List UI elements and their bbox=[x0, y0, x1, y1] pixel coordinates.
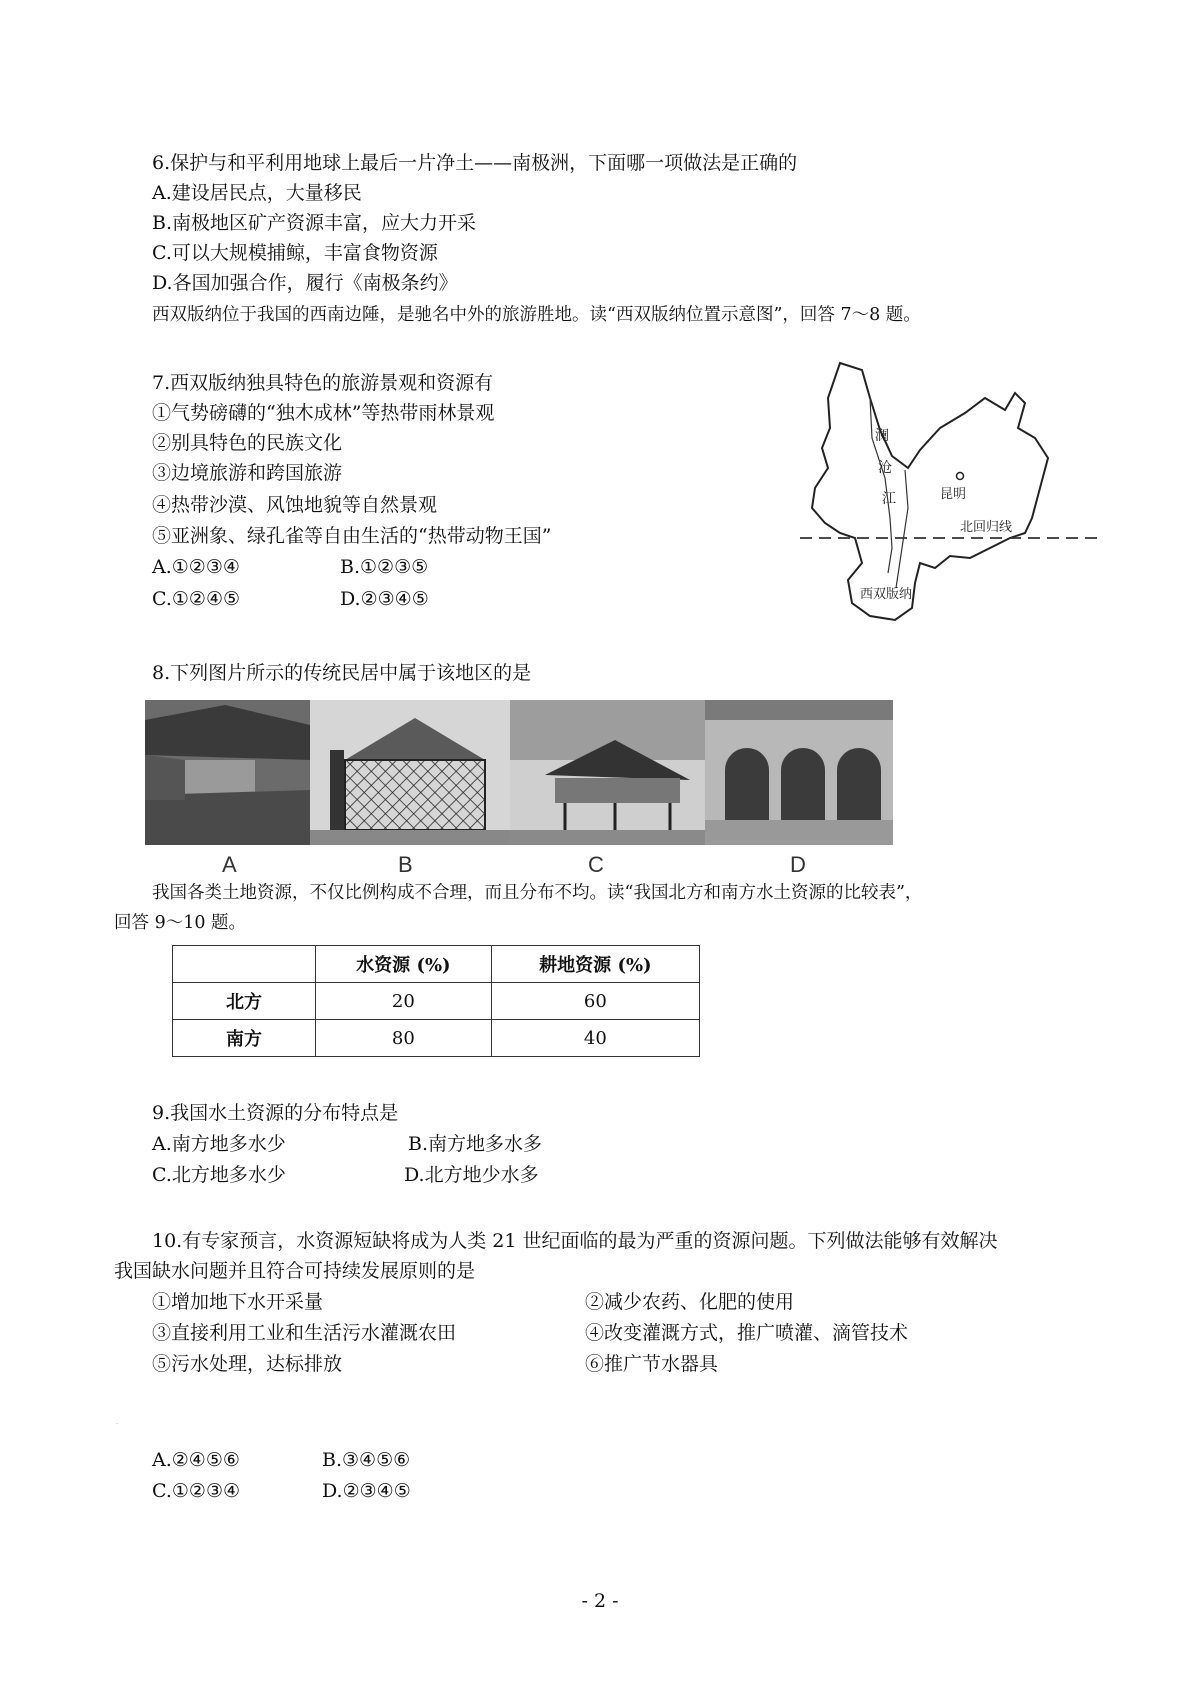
q9-option-c: C.北方地多水少 bbox=[152, 1164, 286, 1186]
q10-stem-line2: 我国缺水问题并且符合可持续发展原则的是 bbox=[114, 1260, 476, 1282]
q9-option-d: D.北方地少水多 bbox=[404, 1164, 539, 1186]
photo-label-b: B bbox=[398, 852, 413, 877]
table-cell: 20 bbox=[316, 983, 492, 1020]
table-cell: 南方 bbox=[173, 1020, 316, 1057]
q6-option-c: C.可以大规模捕鲸，丰富食物资源 bbox=[152, 242, 438, 264]
table-cell: 40 bbox=[491, 1020, 699, 1057]
q6-option-b: B.南极地区矿产资源丰富，应大力开采 bbox=[152, 212, 477, 234]
table-row bbox=[173, 1020, 700, 1057]
q7-item-1: ①气势磅礴的“独木成林”等热带雨林景观 bbox=[152, 402, 495, 424]
q7-stem: 7.西双版纳独具特色的旅游景观和资源有 bbox=[152, 372, 494, 394]
map-label-lan: 澜 bbox=[875, 428, 889, 444]
table-cell: 北方 bbox=[173, 983, 316, 1020]
q7-option-a: A.①②③④ bbox=[152, 556, 240, 578]
table-header-cell: 耕地资源 (%) bbox=[491, 946, 699, 983]
q10-stem-line1: 10.有专家预言，水资源短缺将成为人类 21 世纪面临的最为严重的资源问题。下列做法能够有效解决 bbox=[152, 1230, 998, 1252]
intro-7-8: 西双版纳位于我国的西南边陲，是驰名中外的旅游胜地。读“西双版纳位置示意图”，回答 7～8 题。 bbox=[152, 305, 921, 325]
q10-item-3: ③直接利用工业和生活污水灌溉农田 bbox=[152, 1322, 457, 1344]
map-label-kunming: 昆明 bbox=[940, 487, 967, 502]
photo-b-yurt bbox=[310, 700, 510, 845]
photo-c-stilt-house bbox=[510, 700, 705, 845]
q10-option-b: B.③④⑤⑥ bbox=[322, 1449, 411, 1471]
table-header-cell bbox=[173, 946, 316, 983]
photo-label-a: A bbox=[222, 852, 237, 877]
map-label-jiang: 江 bbox=[882, 491, 896, 507]
q7-item-2: ②别具特色的民族文化 bbox=[152, 432, 343, 454]
map-label-xishuangbanna: 西双版纳 bbox=[860, 587, 913, 602]
kunming-marker bbox=[957, 473, 964, 480]
table-header-cell: 水资源 (%) bbox=[316, 946, 492, 983]
q7-item-3: ③边境旅游和跨国旅游 bbox=[152, 462, 343, 484]
q6-stem: 6.保护与和平利用地球上最后一片净土——南极洲，下面哪一项做法是正确的 bbox=[152, 152, 798, 174]
table-row bbox=[173, 983, 700, 1020]
q7-item-5: ⑤亚洲象、绿孔雀等自由生活的“热带动物王国” bbox=[152, 525, 552, 547]
xishuangbanna-location-map bbox=[800, 358, 1100, 628]
dwelling-photos bbox=[145, 700, 893, 845]
q10-option-c: C.①②③④ bbox=[152, 1480, 241, 1502]
q10-item-2: ②减少农药、化肥的使用 bbox=[585, 1291, 795, 1313]
q6-option-d: D.各国加强合作，履行《南极条约》 bbox=[152, 272, 458, 294]
q10-item-4: ④改变灌溉方式，推广喷灌、滴管技术 bbox=[585, 1322, 909, 1344]
q10-option-a: A.②④⑤⑥ bbox=[152, 1449, 240, 1471]
intro-9-10-line2: 回答 9～10 题。 bbox=[114, 913, 247, 933]
q7-option-b: B.①②③⑤ bbox=[340, 556, 429, 578]
q7-item-4: ④热带沙漠、风蚀地貌等自然景观 bbox=[152, 494, 438, 516]
q7-option-d: D.②③④⑤ bbox=[340, 588, 429, 610]
photo-label-d: D bbox=[790, 852, 806, 877]
yunnan-outline bbox=[812, 363, 1048, 620]
river-line-2 bbox=[896, 470, 908, 588]
q8-stem: 8.下列图片所示的传统民居中属于该地区的是 bbox=[152, 662, 532, 684]
map-label-cang: 沧 bbox=[878, 460, 892, 476]
table-cell: 80 bbox=[316, 1020, 492, 1057]
q7-option-c: C.①②④⑤ bbox=[152, 588, 241, 610]
map-label-tropic: 北回归线 bbox=[960, 520, 1013, 535]
q9-option-a: A.南方地多水少 bbox=[152, 1133, 286, 1155]
q10-option-d: D.②③④⑤ bbox=[322, 1480, 411, 1502]
intro-9-10-line1: 我国各类土地资源，不仅比例构成不合理，而且分布不均。读“我国北方和南方水土资源的比较表”， bbox=[152, 883, 923, 903]
q6-option-a: A.建设居民点，大量移民 bbox=[152, 182, 362, 204]
faint-mark: · bbox=[116, 1420, 119, 1428]
table-cell: 60 bbox=[491, 983, 699, 1020]
photo-d-cave-dwelling bbox=[705, 700, 893, 845]
photo-label-c: C bbox=[588, 852, 604, 877]
q10-item-5: ⑤污水处理，达标排放 bbox=[152, 1353, 343, 1375]
photo-a-courtyard bbox=[145, 700, 310, 845]
q10-item-1: ①增加地下水开采量 bbox=[152, 1291, 324, 1313]
page-number: - 2 - bbox=[581, 1590, 619, 1612]
table-header-row bbox=[173, 946, 700, 983]
q9-stem: 9.我国水土资源的分布特点是 bbox=[152, 1102, 399, 1124]
q9-option-b: B.南方地多水多 bbox=[408, 1133, 543, 1155]
river-line bbox=[870, 398, 892, 573]
q10-item-6: ⑥推广节水器具 bbox=[585, 1353, 719, 1375]
water-land-resource-table bbox=[172, 945, 700, 1057]
